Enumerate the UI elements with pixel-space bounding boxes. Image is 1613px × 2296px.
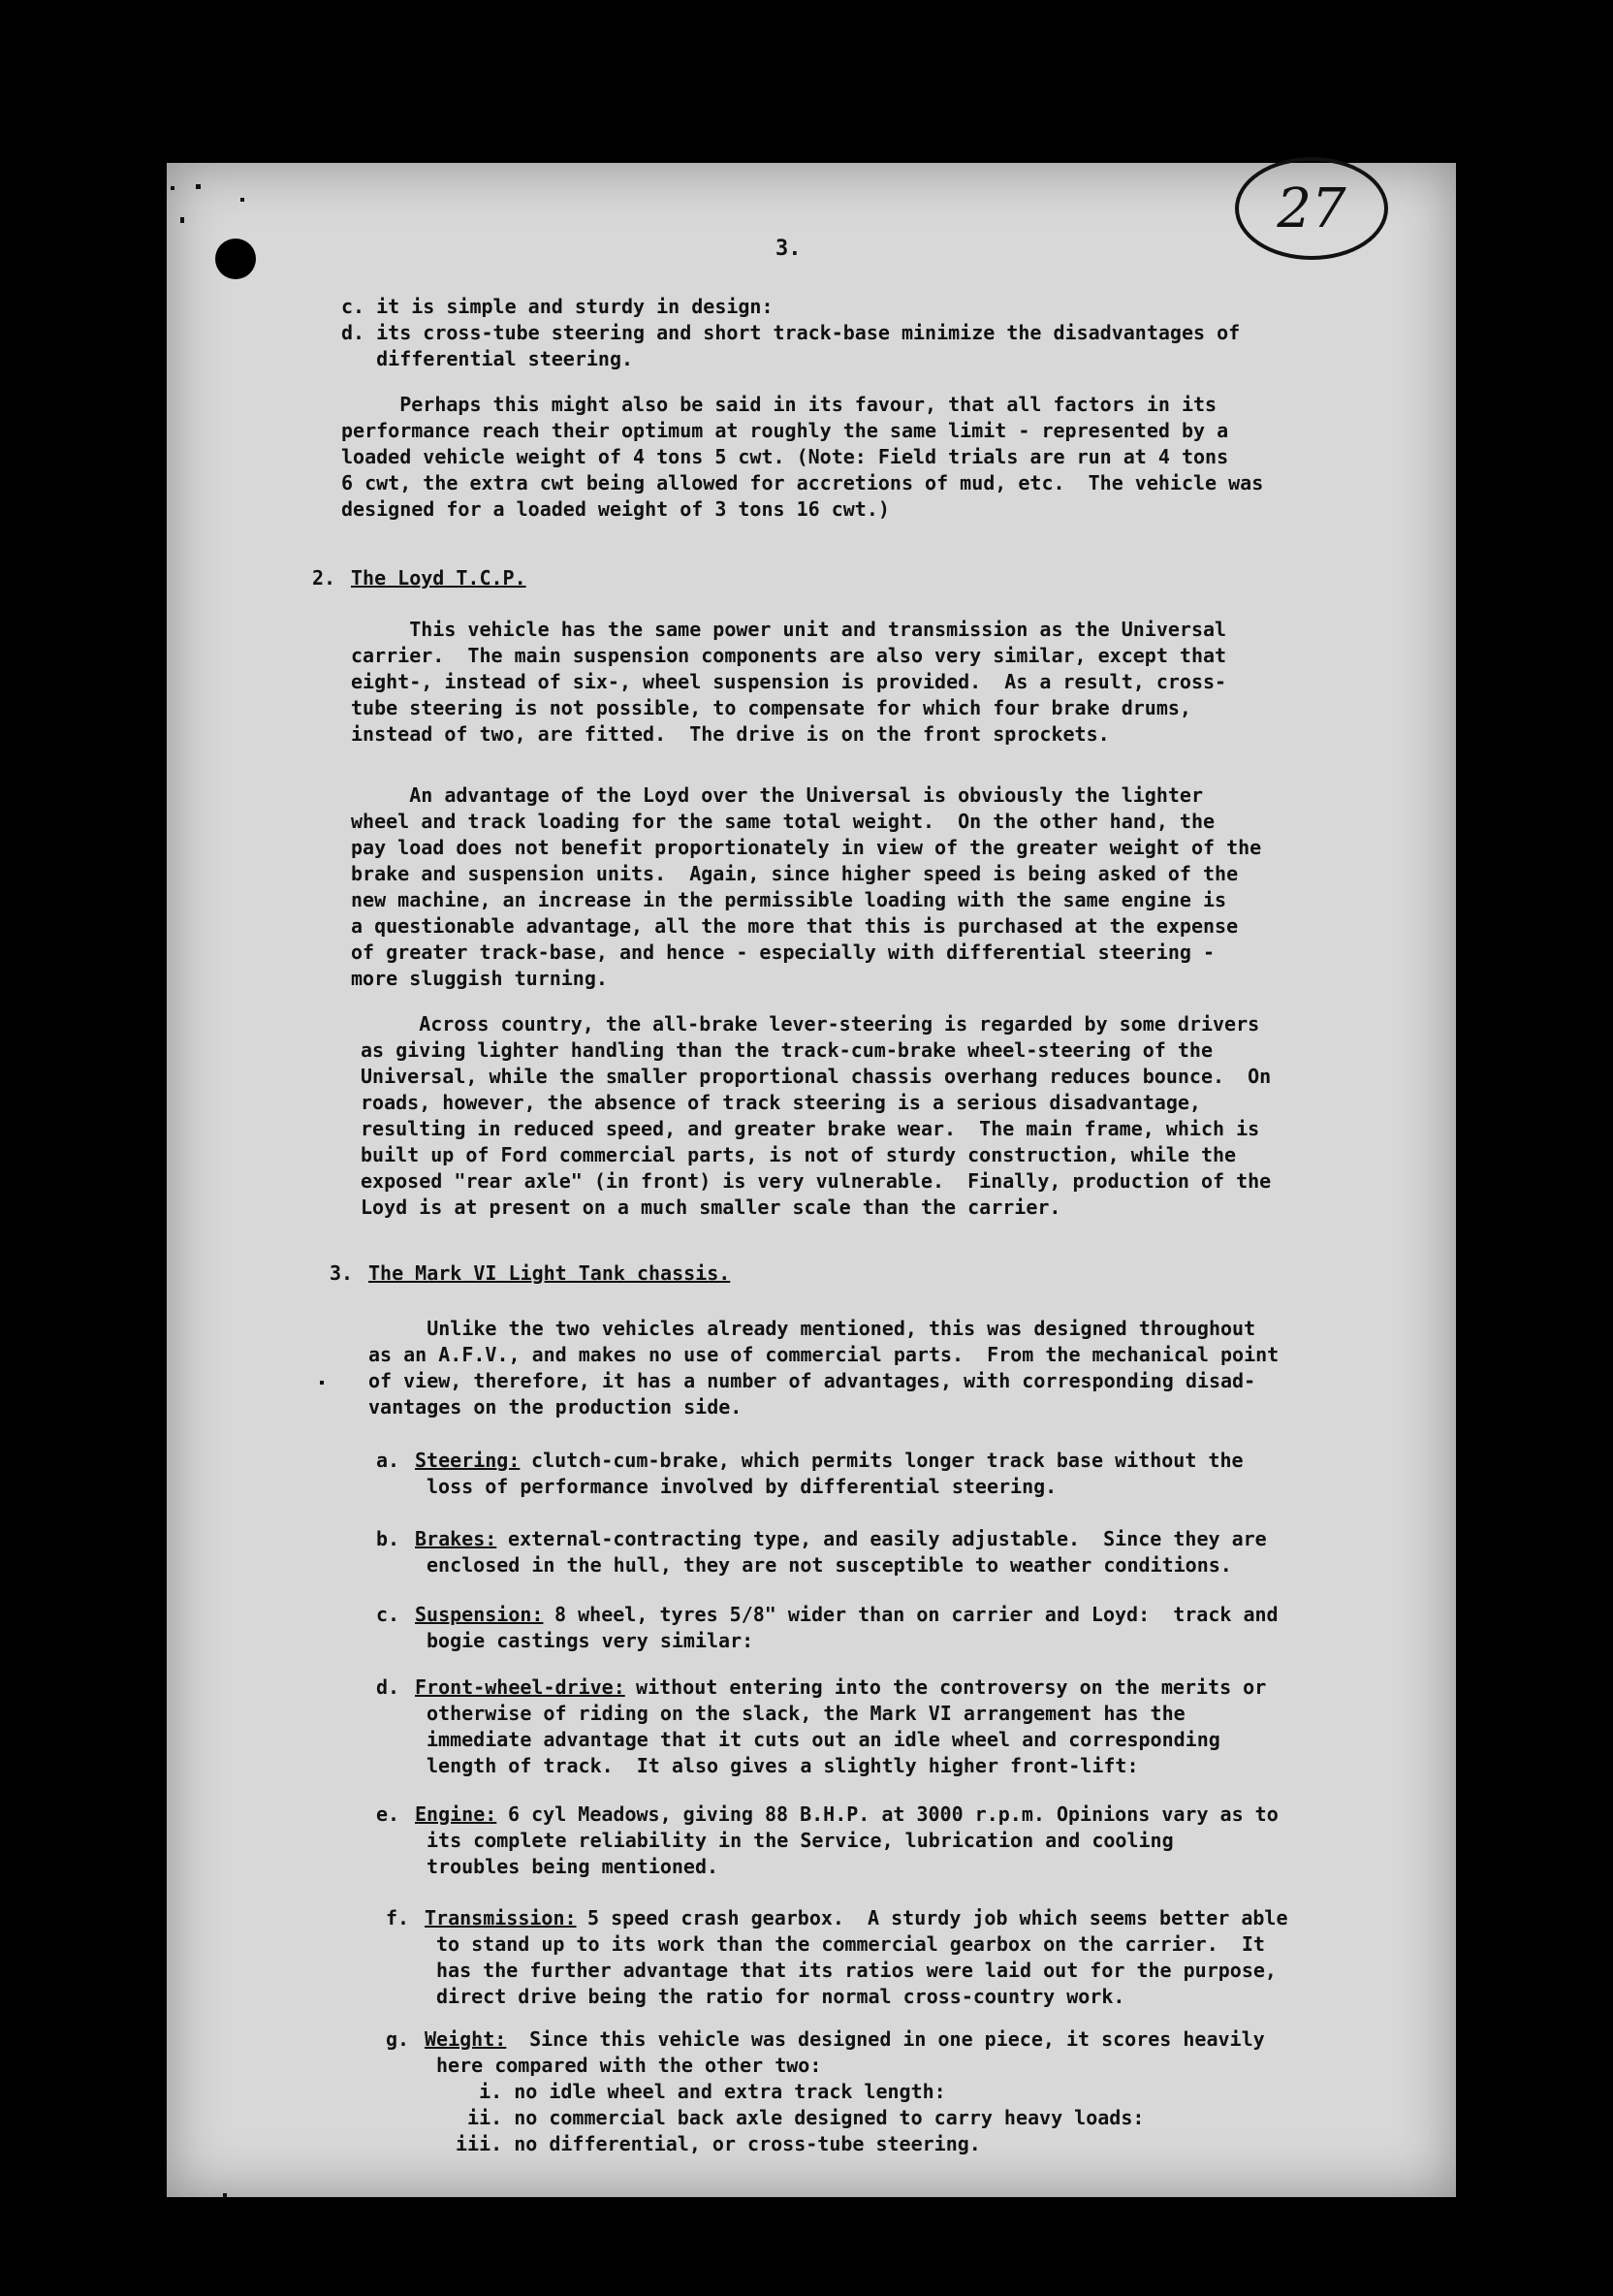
list-item-d-cont: differential steering. [341,347,634,370]
s2-p2-line-5: new machine, an increase in the permissible loading with the same engine is [351,888,1227,911]
page-number: 3. [775,237,802,261]
list-item-c: c. it is simple and sturdy in design: [341,295,774,318]
item-d-line-3: immediate advantage that it cuts out an idle wheel and corresponding [427,1728,1220,1751]
item-e-line-1: 6 cyl Meadows, giving 88 B.H.P. at 3000 r.p.m. Opinions vary as to [496,1802,1279,1826]
subitem-ii: ii. no commercial back axle designed to carry heavy loads: [456,2106,1145,2129]
item-d-line-2: otherwise of riding on the slack, the Mark VI arrangement has the [427,1702,1186,1725]
item-b-letter: b. [376,1527,400,1550]
s3-p1-line-3: of view, therefore, it has a number of advantages, with corresponding disad- [368,1369,1256,1392]
item-f-line-1: 5 speed crash gearbox. A sturdy job which seems better able [576,1906,1288,1929]
intro-line-3: loaded vehicle weight of 4 tons 5 cwt. (Note: Field trials are run at 4 tons [341,445,1229,468]
section-3-number: 3. [330,1261,354,1285]
item-c-letter: c. [376,1603,400,1626]
subitem-iii: iii. no differential, or cross-tube steering. [456,2132,981,2155]
s2-p1-line-3: eight-, instead of six-, wheel suspension is provided. As a result, cross- [351,670,1227,693]
folio-stamp [1235,157,1388,260]
s2-p2-line-6: a questionable advantage, all the more that this is purchased at the expense [351,914,1239,938]
punch-hole [215,239,256,279]
intro-line-4: 6 cwt, the extra cwt being allowed for accretions of mud, etc. The vehicle was [341,471,1264,494]
item-d-label: Front-wheel-drive: [415,1675,625,1699]
item-a-letter: a. [376,1449,400,1472]
item-e-label: Engine: [415,1802,497,1826]
s2-p1-line-2: carrier. The main suspension components are also very similar, except that [351,644,1227,667]
item-a-line-1: clutch-cum-brake, which permits longer track base without the [520,1449,1244,1472]
s2-p3-line-5: resulting in reduced speed, and greater brake wear. The main frame, which is [361,1117,1260,1140]
item-f-label: Transmission: [425,1906,577,1929]
s2-p2-line-4: brake and suspension units. Again, since higher speed is being asked of the [351,862,1239,885]
item-e-line-3: troubles being mentioned. [427,1855,719,1878]
s2-p3-line-4: roads, however, the absence of track steering is a serious disadvantage, [361,1091,1201,1114]
intro-line-2: performance reach their optimum at roughly the same limit - represented by a [341,419,1229,442]
list-item-d: d. its cross-tube steering and short track-base minimize the disadvantages of [341,321,1241,344]
s2-p2-line-8: more sluggish turning. [351,967,608,990]
item-c-line-1: 8 wheel, tyres 5/8" wider than on carrier and Loyd: track and [543,1603,1279,1626]
item-g-label: Weight: [425,2027,507,2051]
s2-p1-line-5: instead of two, are fitted. The drive is on the front sprockets. [351,722,1110,746]
section-2-heading: The Loyd T.C.P. [351,566,526,590]
item-d-letter: d. [376,1675,400,1699]
item-f-line-2: to stand up to its work than the commercial gearbox on the carrier. It [436,1932,1265,1956]
intro-line-5: designed for a loaded weight of 3 tons 16 cwt.) [341,497,890,521]
s2-p2-line-1: An advantage of the Loyd over the Universal is obviously the lighter [351,783,1203,807]
item-a-line-2: loss of performance involved by differential steering. [427,1475,1058,1498]
item-e-letter: e. [376,1802,400,1826]
s2-p2-line-2: wheel and track loading for the same total weight. On the other hand, the [351,810,1216,833]
item-a-label: Steering: [415,1449,521,1472]
s2-p3-line-1: Across country, the all-brake lever-steering is regarded by some drivers [361,1012,1260,1036]
s2-p1-line-1: This vehicle has the same power unit and transmission as the Universal [351,618,1227,641]
item-d-line-4: length of track. It also gives a slightly higher front-lift: [427,1754,1139,1777]
item-c-label: Suspension: [415,1603,544,1626]
intro-line-1: Perhaps this might also be said in its favour, that all factors in its [341,393,1218,416]
item-b-label: Brakes: [415,1527,497,1550]
s2-p1-line-4: tube steering is not possible, to compensate for which four brake drums, [351,696,1191,719]
s2-p3-line-7: exposed "rear axle" (in front) is very vulnerable. Finally, production of the [361,1169,1272,1193]
item-d-line-1: without entering into the controversy on the merits or [624,1675,1267,1699]
item-f-line-3: has the further advantage that its ratios were laid out for the purpose, [436,1959,1277,1982]
item-f-letter: f. [386,1906,410,1929]
s2-p3-line-8: Loyd is at present on a much smaller scale than the carrier. [361,1196,1061,1219]
item-g-letter: g. [386,2027,410,2051]
s3-p1-line-2: as an A.F.V., and makes no use of commercial parts. From the mechanical point [368,1343,1280,1366]
s2-p2-line-7: of greater track-base, and hence - especially with differential steering - [351,941,1216,964]
section-2-number: 2. [312,566,336,590]
s2-p2-line-3: pay load does not benefit proportionately in view of the greater weight of the [351,836,1262,859]
section-3-heading: The Mark VI Light Tank chassis. [368,1261,731,1285]
item-g-line-1: Since this vehicle was designed in one piece, it scores heavily [506,2027,1265,2051]
item-b-line-2: enclosed in the hull, they are not susceptible to weather conditions. [427,1553,1232,1577]
item-g-line-2: here compared with the other two: [436,2054,822,2077]
s3-p1-line-1: Unlike the two vehicles already mentioned, this was designed throughout [368,1317,1256,1340]
s2-p3-line-6: built up of Ford commercial parts, is not of sturdy construction, while the [361,1143,1237,1166]
subitem-i: i. no idle wheel and extra track length: [456,2080,946,2103]
s2-p3-line-3: Universal, while the smaller proportional chassis overhang reduces bounce. On [361,1065,1272,1088]
item-e-line-2: its complete reliability in the Service, lubrication and cooling [427,1829,1174,1852]
item-f-line-4: direct drive being the ratio for normal cross-country work. [436,1985,1125,2008]
s2-p3-line-2: as giving lighter handling than the track-cum-brake wheel-steering of the [361,1038,1213,1062]
s3-p1-line-4: vantages on the production side. [368,1395,743,1419]
folio-stamp-number: 27 [1277,176,1346,240]
item-b-line-1: external-contracting type, and easily adjustable. Since they are [496,1527,1267,1550]
item-c-line-2: bogie castings very similar: [427,1629,754,1652]
